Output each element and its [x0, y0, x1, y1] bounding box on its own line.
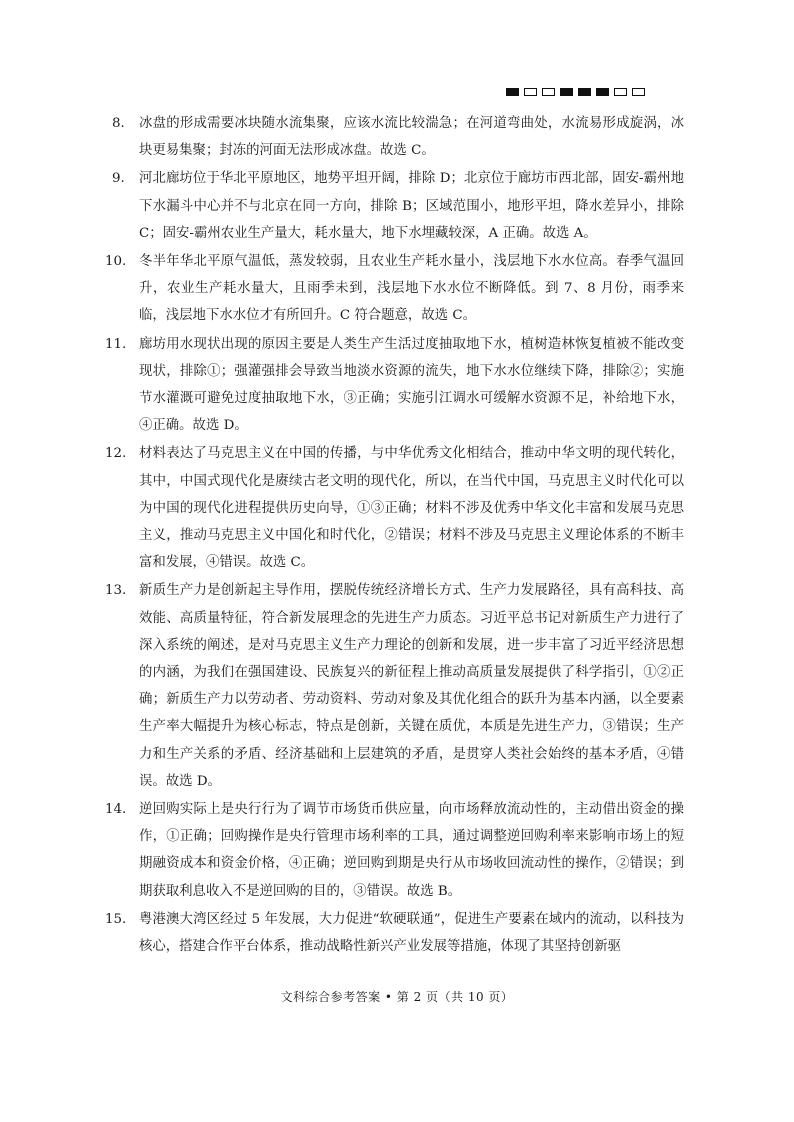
answer-item	[105, 577, 684, 795]
answer-number: 9.	[112, 171, 125, 187]
answer-number: 15.	[105, 911, 127, 927]
answer-item	[105, 440, 684, 576]
answer-text: 冰盘的形成需要冰块随水流集聚，应该水流比较湍急；在河道弯曲处，水流易形成旋涡，冰块更易集聚；封冻的河面无法形成冰盘。故选 C。	[139, 116, 684, 159]
header-mark	[542, 88, 555, 96]
answer-text: 河北廊坊位于华北平原地区，地势平坦开阔，排除 D；北京位于廊坊市西北部，固安-霸州地下水漏斗中心并不与北京在同一方向，排除 B；区域范围小，地形平坦，降水差异小，排除 C；固安-霸州农业生产量大，耗水量大，地下水埋藏较深，A 正确。故选 A。	[139, 171, 684, 241]
answer-text: 材料表达了马克思主义在中国的传播，与中华优秀文化相结合，推动中华文明的现代转化，其中，中国式现代化是赓续古老文明的现代化，所以，在当代中国，马克思主义时代化可以为中国的现代化进程提供历史向导，①③正确；材料不涉及优秀中华文化丰富和发展马克思主义，推动马克思主义中国化和时代化，②错误；材料不涉及马克思主义理论体系的不断丰富和发展，④错误。故选 C。	[139, 446, 684, 571]
header-mark	[506, 88, 519, 96]
header-mark	[614, 88, 627, 96]
header-mark	[578, 88, 591, 96]
answer-number: 10.	[105, 254, 127, 270]
header-mark	[632, 88, 645, 96]
answer-item	[105, 796, 684, 905]
header-marks	[506, 88, 645, 96]
answer-number: 8.	[112, 116, 125, 131]
answer-text: 粤港澳大湾区经过 5 年发展，大力促进“软硬联通”，促进生产要素在域内的流动，以科技为核心，搭建合作平台体系，推动战略性新兴产业发展等措施，体现了其坚持创新驱	[139, 911, 684, 955]
answer-item	[105, 331, 684, 440]
answer-number: 12.	[105, 446, 127, 462]
answer-item	[105, 248, 684, 330]
header-mark	[560, 88, 573, 96]
answer-number: 11.	[105, 336, 127, 352]
answer-number: 14.	[105, 802, 127, 818]
answer-number: 13.	[105, 583, 127, 599]
answer-text: 冬半年华北平原气温低，蒸发较弱，且农业生产耗水量小，浅层地下水水位高。春季气温回升，农业生产耗水量大，且雨季未到，浅层地下水水位不断降低。到 7、8 月份，雨季来临，浅层地下水水位才有所回升。C 符合题意，故选 C。	[139, 254, 684, 324]
answer-item	[105, 906, 684, 960]
answer-text: 新质生产力是创新起主导作用，摆脱传统经济增长方式、生产力发展路径，具有高科技、高效能、高质量特征，符合新发展理念的先进生产力质态。习近平总书记对新质生产力进行了深入系统的阐述，是对马克思主义生产力理论的创新和发展，进一步丰富了习近平经济思想的内涵，为我们在强国建设、民族复兴的新征程上推动高质量发展提供了科学指引，①②正确；新质生产力以劳动者、劳动资料、劳动对象及其优化组合的跃升为基本内涵，以全要素生产率大幅提升为核心标志，特点是创新，关键在质优，本质是先进生产力，③错误；生产力和生产关系的矛盾、经济基础和上层建筑的矛盾，是贯穿人类社会始终的基本矛盾，④错误。故选 D。	[139, 583, 684, 789]
header-mark	[524, 88, 537, 96]
page-footer: 文科综合参考答案 • 第 2 页（共 10 页）	[280, 990, 514, 1004]
header-mark	[596, 88, 609, 96]
answer-list	[105, 110, 684, 961]
answer-text: 逆回购实际上是央行行为了调节市场货币供应量，向市场释放流动性的，主动借出资金的操作，①正确；回购操作是央行管理市场利率的工具，通过调整逆回购利率来影响市场上的短期融资成本和资金价格，④正确；逆回购到期是央行从市场收回流动性的操作，②错误；到期获取利息收入不是逆回购的目的，③错误。故选 B。	[139, 802, 684, 899]
answer-text: 廊坊用水现状出现的原因主要是人类生产生活过度抽取地下水，植树造林恢复植被不能改变现状，排除①；强灌强排会导致当地淡水资源的流失，地下水水位继续下降，排除②；实施节水灌溉可避免过度抽取地下水，③正确；实施引江调水可缓解水资源不足，补给地下水，④正确。故选 D。	[139, 336, 684, 434]
answer-item	[112, 110, 684, 164]
answer-item	[112, 165, 684, 247]
